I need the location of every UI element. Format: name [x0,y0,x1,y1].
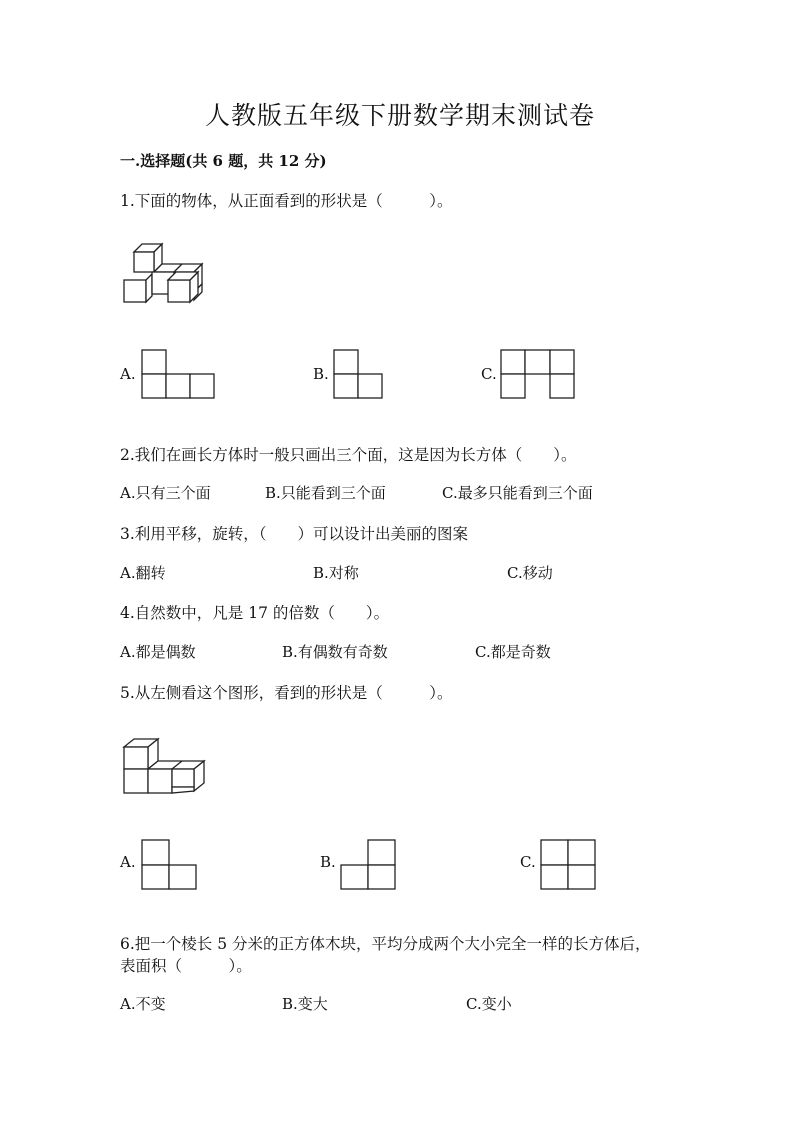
question-2-text: 2.我们在画长方体时一般只画出三个面，这是因为长方体（ ）。 [120,446,577,464]
q3-option-a[interactable]: A.翻转 [120,564,166,582]
q5-option-b-shape [340,839,398,891]
q5-option-c-shape [540,839,598,891]
q5-option-a[interactable]: A. [120,853,136,871]
q2-option-a[interactable]: A.只有三个面 [120,484,211,502]
q3-option-c[interactable]: C.移动 [507,564,553,582]
question-4-text: 4.自然数中，凡是 17 的倍数（ ）。 [120,604,390,622]
q6-option-b[interactable]: B.变大 [282,995,328,1013]
question-1-cube-figure [122,244,208,306]
question-6-text-line1: 6.把一个棱长 5 分米的正方体木块，平均分成两个大小完全一样的长方体后， [120,935,651,953]
q2-option-c[interactable]: C.最多只能看到三个面 [442,484,593,502]
q3-option-b[interactable]: B.对称 [313,564,359,582]
page-title: 人教版五年级下册数学期末测试卷 [204,101,595,130]
q1-option-a-shape [141,349,215,399]
q1-option-c[interactable]: C. [481,365,497,383]
q4-option-c[interactable]: C.都是奇数 [475,643,551,661]
q6-option-a[interactable]: A.不变 [120,995,166,1013]
q1-option-b[interactable]: B. [313,365,329,383]
question-6-text-line2: 表面积（ ）。 [120,957,252,975]
q1-option-c-shape [500,349,576,399]
question-1-text: 1.下面的物体，从正面看到的形状是（ ）。 [120,192,453,210]
q1-option-b-shape [333,349,383,399]
q5-option-c[interactable]: C. [520,853,536,871]
section-heading: 一.选择题(共 6 题，共 12 分) [120,152,327,170]
q5-option-a-shape [141,839,199,891]
q5-option-b[interactable]: B. [320,853,336,871]
question-5-cube-figure [122,737,208,797]
q1-option-a[interactable]: A. [120,365,136,383]
question-3-text: 3.利用平移，旋转，（ ）可以设计出美丽的图案 [120,525,469,543]
q2-option-b[interactable]: B.只能看到三个面 [265,484,386,502]
q6-option-c[interactable]: C.变小 [466,995,512,1013]
question-5-text: 5.从左侧看这个图形，看到的形状是（ ）。 [120,684,453,702]
q4-option-b[interactable]: B.有偶数有奇数 [282,643,388,661]
q4-option-a[interactable]: A.都是偶数 [120,643,196,661]
